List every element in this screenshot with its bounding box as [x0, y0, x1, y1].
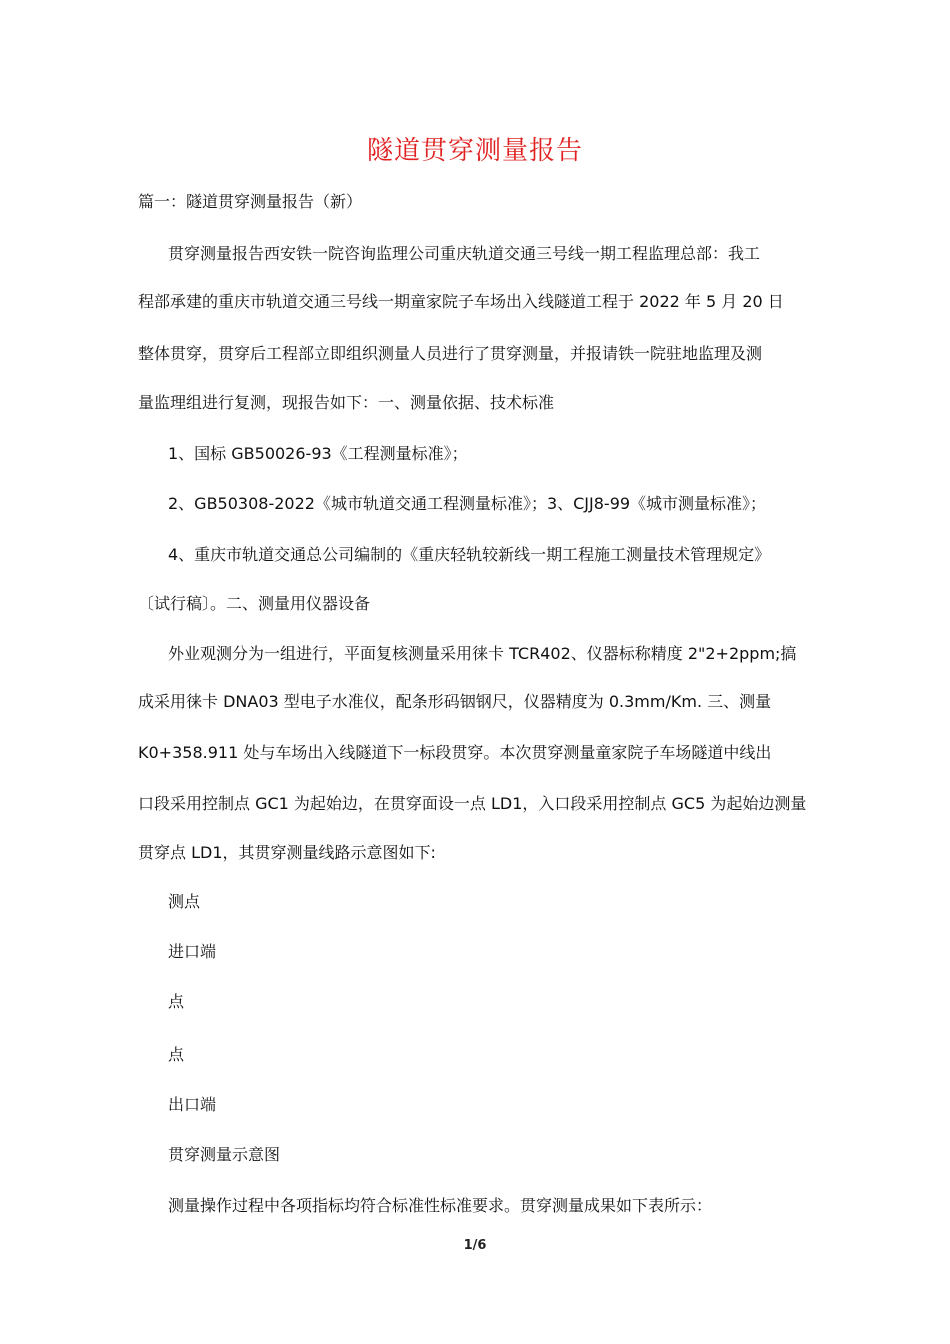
paragraph-2-line-3: K0+358.911 处与车场出入线隧道下一标段贯穿。本次贯穿测量童家院子车场隧道中线出 — [138, 743, 772, 762]
diagram-label-point-2: 点 — [168, 1045, 185, 1064]
section-heading: 篇一：隧道贯穿测量报告（新） — [138, 192, 363, 211]
diagram-label-entrance: 进口端 — [168, 942, 217, 961]
diagram-label-point-1: 点 — [168, 992, 185, 1011]
standard-item-1: 1、国标 GB50026-93《工程测量标准》； — [168, 444, 468, 463]
standard-item-4-line-1: 4、重庆市轨道交通总公司编制的《重庆轻轨较新线一期工程施工测量技术管理规定》 — [168, 545, 771, 564]
standard-item-4-line-2: 〔试行稿〕。二、测量用仪器设备 — [138, 594, 371, 613]
paragraph-2-line-1: 外业观测分为一组进行，平面复核测量采用徕卡 TCR402、仪器标称精度 2"2+2ppm;搞 — [168, 644, 797, 663]
paragraph-2-line-5: 贯穿点 LD1，其贯穿测量线路示意图如下: — [138, 843, 436, 862]
page-number: 1/6 — [463, 1238, 487, 1253]
paragraph-1-line-2: 程部承建的重庆市轨道交通三号线一期童家院子车场出入线隧道工程于 2022 年 5 月 20 日 — [138, 292, 784, 311]
paragraph-1-line-3: 整体贯穿，贯穿后工程部立即组织测量人员进行了贯穿测量，并报请铁一院驻地监理及测 — [138, 344, 763, 363]
diagram-caption: 贯穿测量示意图 — [168, 1145, 281, 1164]
diagram-label-exit: 出口端 — [168, 1095, 217, 1114]
paragraph-2-line-4: 口段采用控制点 GC1 为起始边，在贯穿面设一点 LD1，入口段采用控制点 GC5 为起始边测量 — [138, 794, 807, 813]
paragraph-1-line-1: 贯穿测量报告西安铁一院咨询监理公司重庆轨道交通三号线一期工程监理总部：我工 — [168, 244, 761, 263]
paragraph-2-line-2: 成采用徕卡 DNA03 型电子水准仪，配条形码铟钢尺，仪器精度为 0.3mm/Km. 三、测量 — [138, 692, 772, 711]
closing-sentence: 测量操作过程中各项指标均符合标准性标准要求。贯穿测量成果如下表所示： — [168, 1196, 713, 1215]
paragraph-1-line-4: 量监理组进行复测，现报告如下：一、测量依据、技术标准 — [138, 393, 555, 412]
diagram-label-survey-point: 测点 — [168, 892, 201, 911]
standard-item-2-3: 2、GB50308-2022《城市轨道交通工程测量标准》；3、CJJ8-99《城市测量标准》； — [168, 494, 767, 513]
document-title: 隧道贯穿测量报告 — [366, 136, 583, 166]
